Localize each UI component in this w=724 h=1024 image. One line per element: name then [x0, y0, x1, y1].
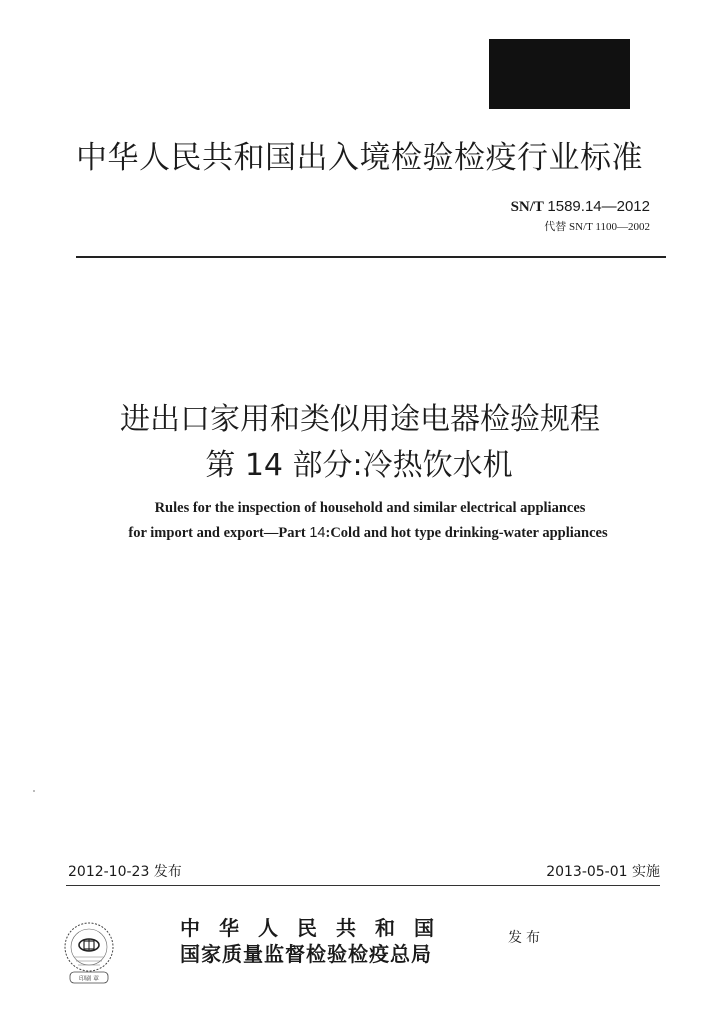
english-title-part-number: 14	[309, 525, 326, 541]
publish-label: 发布	[508, 930, 544, 946]
issuer-administration: 国家质量监督检验检疫总局	[180, 942, 432, 966]
header-divider	[76, 256, 666, 258]
standard-code: 1589.14—2012	[547, 198, 650, 215]
english-title-part-a: for import and export—Part	[128, 525, 310, 541]
issuing-body-title: 中华人民共和国出入境检验检疫行业标准	[76, 140, 643, 176]
implementation-date: 2013-05-01 实施	[546, 864, 660, 880]
redaction-block	[489, 39, 630, 109]
english-title-line-1: Rules for the inspection of household and similar electrical appliances	[154, 500, 586, 516]
issuer-country: 中华人民共和国	[180, 916, 453, 940]
issue-date: 2012-10-23 发布	[68, 864, 182, 880]
english-title-part-b: :Cold and hot type drinking-water appliances	[325, 525, 608, 541]
publisher-stamp-icon	[62, 917, 116, 989]
footer-divider	[66, 885, 660, 886]
chinese-title-line-1: 进出口家用和类似用途电器检验规程	[120, 402, 600, 437]
scan-speck	[33, 790, 35, 792]
publisher-stamp-text: 印刷 章	[79, 975, 99, 983]
standard-number	[511, 198, 650, 216]
chinese-title-line-2: 第 14 部分:冷热饮水机	[205, 448, 513, 483]
standard-prefix: SN/T	[510, 199, 544, 215]
replaces-standard: 代替 SN/T 1100—2002	[544, 221, 650, 233]
english-title-line-2	[6, 525, 724, 542]
